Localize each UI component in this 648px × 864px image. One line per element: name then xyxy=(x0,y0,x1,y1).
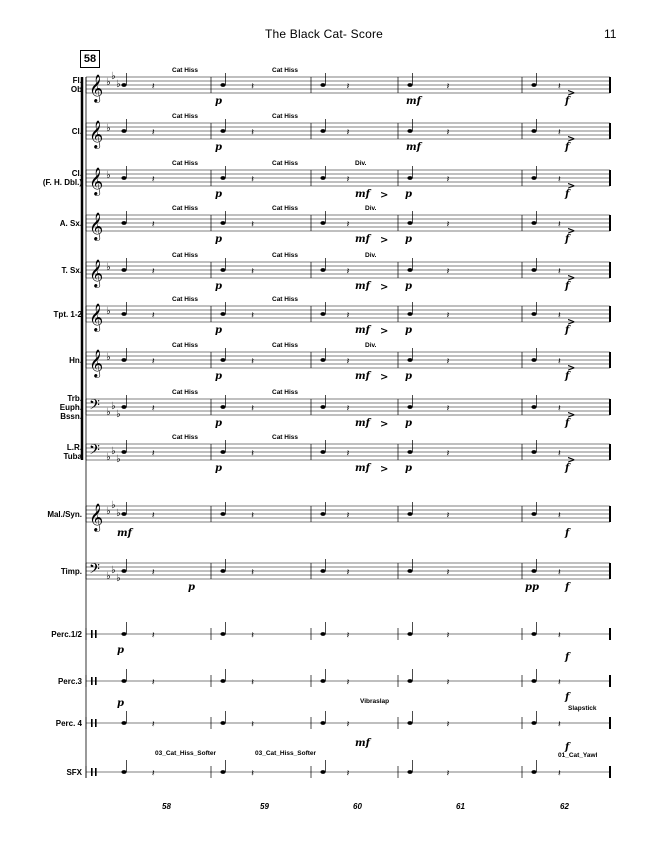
svg-text:♭: ♭ xyxy=(116,573,121,584)
svg-text:𝄽: 𝄽 xyxy=(446,267,450,277)
svg-text:𝄽: 𝄽 xyxy=(558,631,561,641)
expression-cat-hiss: Cat Hiss xyxy=(272,389,299,396)
svg-text:♭: ♭ xyxy=(106,352,111,363)
dynamic-mf: mf xyxy=(355,371,370,382)
staff-10 xyxy=(86,559,610,584)
svg-text:𝄽: 𝄽 xyxy=(346,404,350,414)
svg-text:𝄽: 𝄽 xyxy=(558,568,561,578)
expression-cat-hiss: Cat Hiss xyxy=(172,205,199,212)
svg-text:𝄽: 𝄽 xyxy=(151,769,155,779)
accent: > xyxy=(380,326,389,337)
dynamic-f: f xyxy=(565,371,570,382)
accent: > xyxy=(567,181,576,192)
svg-text:𝄽: 𝄽 xyxy=(251,128,254,138)
svg-text:♭: ♭ xyxy=(111,71,116,82)
expression-cat-hiss: Cat Hiss xyxy=(272,296,299,303)
svg-text:♭: ♭ xyxy=(106,452,111,463)
dynamic-p: p xyxy=(405,418,412,429)
svg-text:𝄽: 𝄽 xyxy=(558,511,561,521)
accent: > xyxy=(380,372,389,383)
expression-cat-hiss: Cat Hiss xyxy=(272,160,299,167)
dynamic-p: p xyxy=(215,371,222,382)
staff-label-line: Perc.1/2 xyxy=(51,629,82,639)
dynamic-mf: mf xyxy=(355,234,370,245)
svg-text:𝄽: 𝄽 xyxy=(251,720,254,730)
dynamic-f: f xyxy=(565,325,570,336)
staff-label-line: Tpt. 1-2 xyxy=(53,309,82,319)
dynamic-p: p xyxy=(405,281,412,292)
dynamic-mf: mf xyxy=(355,281,370,292)
staff-5 xyxy=(86,302,610,332)
staff-1 xyxy=(86,119,610,149)
staff-label-line: Euph. xyxy=(59,402,82,412)
svg-text:𝄽: 𝄽 xyxy=(558,175,561,185)
dynamic-mf: mf xyxy=(355,189,370,200)
dynamic-p: p xyxy=(215,189,222,200)
expression-cat-hiss: Cat Hiss xyxy=(272,434,299,441)
measure-number-61: 61 xyxy=(456,802,465,811)
svg-text:𝄽: 𝄽 xyxy=(446,678,450,688)
svg-text:𝄽: 𝄽 xyxy=(446,511,450,521)
svg-text:𝄽: 𝄽 xyxy=(251,267,254,277)
svg-text:𝄽: 𝄽 xyxy=(151,678,155,688)
svg-text:𝄽: 𝄽 xyxy=(558,678,561,688)
svg-text:𝄽: 𝄽 xyxy=(558,267,561,277)
svg-text:𝄽: 𝄽 xyxy=(151,267,155,277)
dynamic-p: p xyxy=(215,418,222,429)
expression-cat-hiss: Cat Hiss xyxy=(272,342,299,349)
svg-text:𝄽: 𝄽 xyxy=(558,357,561,367)
svg-text:𝄽: 𝄽 xyxy=(251,220,254,230)
staff-label-line: L.R. xyxy=(66,443,82,452)
expression-cat-hiss: Cat Hiss xyxy=(172,113,199,120)
measure-number-58: 58 xyxy=(162,802,171,811)
dynamic-f: f xyxy=(565,281,570,292)
svg-text:𝄽: 𝄽 xyxy=(558,311,561,321)
dynamic-p: p xyxy=(215,142,222,153)
dynamic-p: p xyxy=(188,582,195,593)
svg-text:𝄽: 𝄽 xyxy=(151,511,155,521)
accent: > xyxy=(567,317,576,328)
sfx-cue-2: 03_Cat_Hiss_Softer xyxy=(255,750,317,757)
staff-11 xyxy=(86,622,610,641)
dynamic-p: p xyxy=(215,96,222,107)
accent: > xyxy=(567,455,576,466)
staff-label-line: Cl. xyxy=(71,169,82,178)
svg-text:𝄽: 𝄽 xyxy=(346,678,350,688)
staff-label-line: Perc. 4 xyxy=(55,718,82,728)
page-number: 11 xyxy=(604,27,617,41)
dynamic-f: f xyxy=(565,528,570,539)
svg-text:𝄽: 𝄽 xyxy=(446,631,450,641)
svg-text:♭: ♭ xyxy=(106,170,111,181)
svg-text:𝄽: 𝄽 xyxy=(151,449,155,459)
staff-label-line: Tuba xyxy=(63,452,82,461)
sfx-cue-3: 01_Cat_Yawl xyxy=(558,752,598,759)
staff-7 xyxy=(86,395,610,420)
staff-label-line: Hn. xyxy=(69,355,82,365)
svg-text:♭: ♭ xyxy=(106,506,111,517)
dynamic-f: f xyxy=(565,418,570,429)
staff-2 xyxy=(86,166,610,196)
svg-text:𝄽: 𝄽 xyxy=(151,128,155,138)
percussion-clef xyxy=(91,630,93,638)
svg-text:♭: ♭ xyxy=(116,454,121,465)
staff-6 xyxy=(86,348,610,378)
dynamic-pp: pp xyxy=(525,582,539,593)
expression-cat-hiss: Cat Hiss xyxy=(172,389,199,396)
accent: > xyxy=(380,190,389,201)
dynamic-f: f xyxy=(565,582,570,593)
treble-clef: 𝄞 xyxy=(89,212,104,240)
expression-cat-hiss: Cat Hiss xyxy=(172,67,199,74)
svg-text:𝄽: 𝄽 xyxy=(558,82,561,92)
svg-text:𝄽: 𝄽 xyxy=(251,631,254,641)
svg-text:𝄽: 𝄽 xyxy=(151,175,155,185)
measure-number-62: 62 xyxy=(560,802,569,811)
svg-text:♭: ♭ xyxy=(106,407,111,418)
svg-text:𝄽: 𝄽 xyxy=(151,220,155,230)
staff-label-line: Fl. xyxy=(72,76,82,85)
svg-text:𝄽: 𝄽 xyxy=(558,769,561,779)
staff-label-line: Ob xyxy=(70,85,82,94)
svg-text:𝄽: 𝄽 xyxy=(346,128,350,138)
svg-text:𝄽: 𝄽 xyxy=(346,175,350,185)
dynamic-mf: mf xyxy=(355,738,370,749)
staff-label-line: Trb. xyxy=(67,393,82,403)
dynamic-p: p xyxy=(215,325,222,336)
svg-text:𝄽: 𝄽 xyxy=(151,357,155,367)
staff-0 xyxy=(86,71,610,103)
svg-text:𝄽: 𝄽 xyxy=(346,220,350,230)
percussion-clef xyxy=(91,768,93,776)
accent: > xyxy=(380,419,389,430)
dynamic-mf: mf xyxy=(355,325,370,336)
dynamic-f: f xyxy=(565,742,570,753)
svg-text:𝄽: 𝄽 xyxy=(446,449,450,459)
svg-text:𝄽: 𝄽 xyxy=(558,128,561,138)
svg-text:𝄽: 𝄽 xyxy=(251,175,254,185)
dynamic-mf: mf xyxy=(355,418,370,429)
expression-cat-hiss: Cat Hiss xyxy=(272,67,299,74)
expression-cat-hiss: Cat Hiss xyxy=(172,252,199,259)
accent: > xyxy=(567,88,576,99)
accent: > xyxy=(380,235,389,246)
bass-clef: 𝄢 xyxy=(89,442,100,462)
treble-clef: 𝄞 xyxy=(89,74,104,102)
dynamic-p: p xyxy=(405,371,412,382)
expression-cat-hiss: Cat Hiss xyxy=(272,113,299,120)
svg-text:♭: ♭ xyxy=(106,77,111,88)
svg-text:𝄽: 𝄽 xyxy=(446,128,450,138)
bass-clef: 𝄢 xyxy=(89,397,100,417)
svg-text:𝄽: 𝄽 xyxy=(346,357,350,367)
svg-text:𝄽: 𝄽 xyxy=(151,720,155,730)
treble-clef: 𝄞 xyxy=(89,349,104,377)
svg-text:𝄽: 𝄽 xyxy=(446,82,450,92)
staff-label-line: Cl. xyxy=(71,126,82,136)
svg-text:𝄽: 𝄽 xyxy=(346,311,350,321)
treble-clef: 𝄞 xyxy=(89,167,104,195)
expression-cat-hiss: Cat Hiss xyxy=(172,434,199,441)
measure-number-60: 60 xyxy=(353,802,362,811)
expression-div: Div. xyxy=(365,342,377,349)
dynamic-mf: mf xyxy=(117,528,132,539)
svg-text:𝄽: 𝄽 xyxy=(346,720,350,730)
dynamic-f: f xyxy=(565,142,570,153)
staff-8 xyxy=(86,440,610,465)
svg-text:♭: ♭ xyxy=(111,565,116,576)
staff-label-line: A. Sx. xyxy=(59,218,82,228)
dynamic-p: p xyxy=(117,645,124,656)
treble-clef: 𝄞 xyxy=(89,259,104,287)
staff-label-line: SFX xyxy=(66,767,82,777)
accent: > xyxy=(380,282,389,293)
dynamic-p: p xyxy=(405,234,412,245)
expression-vibraslap: Vibraslap xyxy=(360,698,390,705)
dynamic-mf: mf xyxy=(406,142,421,153)
svg-text:♭: ♭ xyxy=(106,262,111,273)
svg-text:𝄽: 𝄽 xyxy=(446,175,450,185)
staff-label-line: (F. H. Dbl.) xyxy=(42,178,82,187)
svg-text:𝄽: 𝄽 xyxy=(251,449,254,459)
dynamic-mf: mf xyxy=(355,463,370,474)
svg-text:𝄽: 𝄽 xyxy=(446,357,450,367)
staff-13 xyxy=(86,711,610,730)
accent: > xyxy=(567,410,576,421)
svg-text:𝄽: 𝄽 xyxy=(346,631,350,641)
svg-text:𝄽: 𝄽 xyxy=(558,404,561,414)
svg-text:𝄽: 𝄽 xyxy=(446,769,450,779)
accent: > xyxy=(567,134,576,145)
dynamic-f: f xyxy=(565,234,570,245)
svg-text:𝄽: 𝄽 xyxy=(251,678,254,688)
svg-text:𝄽: 𝄽 xyxy=(151,404,155,414)
svg-text:♭: ♭ xyxy=(106,123,111,134)
treble-clef: 𝄞 xyxy=(89,303,104,331)
svg-text:𝄽: 𝄽 xyxy=(251,311,254,321)
sfx-cue-1: 03_Cat_Hiss_Softer xyxy=(155,750,217,757)
staff-label-line: T. Sx. xyxy=(61,265,82,275)
staff-label-line: Mal./Syn. xyxy=(47,509,82,519)
staff-label-line: Bssn. xyxy=(60,411,82,421)
dynamic-f: f xyxy=(565,652,570,663)
percussion-clef xyxy=(91,677,93,685)
expression-cat-hiss: Cat Hiss xyxy=(172,160,199,167)
dynamic-p: p xyxy=(117,698,124,709)
svg-text:𝄽: 𝄽 xyxy=(251,82,254,92)
svg-text:𝄽: 𝄽 xyxy=(251,357,254,367)
dynamic-p: p xyxy=(405,463,412,474)
measure-number-59: 59 xyxy=(260,802,269,811)
expression-div: Div. xyxy=(365,252,377,259)
expression-cat-hiss: Cat Hiss xyxy=(172,342,199,349)
svg-text:𝄽: 𝄽 xyxy=(251,568,254,578)
svg-text:𝄽: 𝄽 xyxy=(251,511,254,521)
dynamic-mf: mf xyxy=(406,96,421,107)
expression-cat-hiss: Cat Hiss xyxy=(272,205,299,212)
svg-text:𝄽: 𝄽 xyxy=(558,449,561,459)
accent: > xyxy=(567,363,576,374)
page-title: The Black Cat- Score xyxy=(264,27,384,41)
svg-text:𝄽: 𝄽 xyxy=(446,568,450,578)
svg-text:♭: ♭ xyxy=(111,401,116,412)
svg-text:𝄽: 𝄽 xyxy=(346,769,350,779)
svg-text:𝄽: 𝄽 xyxy=(446,720,450,730)
svg-text:𝄽: 𝄽 xyxy=(151,82,155,92)
accent: > xyxy=(567,226,576,237)
svg-text:𝄽: 𝄽 xyxy=(346,82,350,92)
dynamic-f: f xyxy=(565,189,570,200)
svg-text:𝄽: 𝄽 xyxy=(446,220,450,230)
svg-text:𝄽: 𝄽 xyxy=(251,769,254,779)
dynamic-f: f xyxy=(565,463,570,474)
staff-14 xyxy=(86,760,610,779)
svg-text:𝄽: 𝄽 xyxy=(446,404,450,414)
svg-text:𝄽: 𝄽 xyxy=(346,267,350,277)
staff-4 xyxy=(86,258,610,288)
svg-text:𝄽: 𝄽 xyxy=(346,568,350,578)
dynamic-p: p xyxy=(215,234,222,245)
accent: > xyxy=(380,464,389,475)
svg-text:𝄽: 𝄽 xyxy=(151,631,155,641)
svg-text:♭: ♭ xyxy=(116,508,121,519)
svg-text:𝄽: 𝄽 xyxy=(346,449,350,459)
staff-9 xyxy=(86,500,610,532)
svg-text:♭: ♭ xyxy=(116,409,121,420)
svg-text:𝄽: 𝄽 xyxy=(446,311,450,321)
expression-div: Div. xyxy=(355,160,367,167)
dynamic-p: p xyxy=(405,189,412,200)
dynamic-f: f xyxy=(565,692,570,703)
staff-3 xyxy=(86,211,610,241)
dynamic-f: f xyxy=(565,96,570,107)
expression-cat-hiss: Cat Hiss xyxy=(172,296,199,303)
bass-clef: 𝄢 xyxy=(89,561,100,581)
dynamic-p: p xyxy=(405,325,412,336)
percussion-clef xyxy=(91,719,93,727)
svg-text:𝄽: 𝄽 xyxy=(558,720,561,730)
svg-text:♭: ♭ xyxy=(106,571,111,582)
treble-clef: 𝄞 xyxy=(89,120,104,148)
dynamic-p: p xyxy=(215,463,222,474)
staff-label-line: Timp. xyxy=(60,566,82,576)
accent: > xyxy=(567,273,576,284)
expression-slapstick: Slapstick xyxy=(568,705,597,712)
svg-text:𝄽: 𝄽 xyxy=(558,220,561,230)
staff-12 xyxy=(86,669,610,688)
svg-text:𝄽: 𝄽 xyxy=(251,404,254,414)
expression-cat-hiss: Cat Hiss xyxy=(272,252,299,259)
svg-text:𝄽: 𝄽 xyxy=(151,568,155,578)
svg-text:♭: ♭ xyxy=(116,79,121,90)
staff-label-line: Perc.3 xyxy=(57,676,82,686)
svg-text:♭: ♭ xyxy=(111,446,116,457)
svg-text:♭: ♭ xyxy=(111,500,116,511)
rehearsal-mark: 58 xyxy=(80,50,100,68)
dynamic-p: p xyxy=(215,281,222,292)
expression-div: Div. xyxy=(365,205,377,212)
svg-text:♭: ♭ xyxy=(106,306,111,317)
treble-clef: 𝄞 xyxy=(89,503,104,531)
svg-text:𝄽: 𝄽 xyxy=(346,511,350,521)
svg-text:𝄽: 𝄽 xyxy=(151,311,155,321)
